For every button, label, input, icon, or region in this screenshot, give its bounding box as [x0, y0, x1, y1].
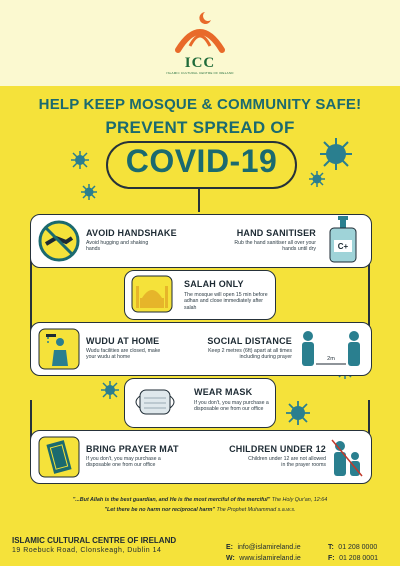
email-link[interactable]: info@islamireland.ie: [237, 544, 301, 551]
distance-badge: 2m: [327, 356, 335, 362]
hand-sanitiser-title: HAND SANITISER: [236, 228, 316, 238]
children-desc: Children under 12 are not allowed in the prayer rooms: [248, 456, 326, 469]
footer-fax: [328, 547, 378, 565]
logo-name: ICC: [184, 55, 216, 71]
email-label: E:: [226, 544, 233, 551]
quote-2-text: "Let there be no harm nor reciprocal harm": [104, 507, 215, 513]
footer-web: [226, 547, 301, 565]
avoid-handshake-desc: Avoid hugging and shaking hands: [86, 240, 149, 253]
sanitiser-bottle-icon: [326, 214, 360, 264]
quote-1: [0, 497, 400, 503]
avoid-handshake-title: AVOID HANDSHAKE: [86, 228, 177, 238]
tel-label: T:: [328, 544, 334, 551]
fax-label: F:: [328, 555, 335, 562]
headline: HELP KEEP MOSQUE & COMMUNITY SAFE!: [38, 96, 362, 113]
mosque-icon: [130, 274, 174, 314]
social-distance-icon: [298, 328, 364, 370]
virus-icon: [318, 136, 354, 172]
info-bar: [30, 214, 372, 268]
quote-1-source: The Holy Qur'an, 12:64: [271, 497, 328, 503]
quote-1-text: "...But Allah is the best guardian, and He is the most merciful of the merciful": [72, 497, 271, 503]
no-handshake-icon: [38, 220, 80, 262]
wear-mask-title: WEAR MASK: [194, 387, 253, 397]
svg-text:C+: C+: [337, 242, 349, 251]
tel-value: 01 208 0000: [338, 544, 378, 551]
virus-icon: [308, 170, 326, 188]
mask-icon: [130, 382, 180, 422]
virus-icon: [70, 150, 90, 170]
subheadline: PREVENT SPREAD OF: [105, 118, 295, 137]
covid-title: COVID-19: [125, 143, 278, 179]
quote-2: [0, 507, 400, 513]
web-label: W:: [226, 555, 235, 562]
prayer-mat-desc: If you don't, you may purchase a disposable one from our office: [86, 456, 161, 469]
fax-value: 01 208 0001: [339, 555, 378, 562]
quote-2-source: The Prophet Muhammad s.a.w.s.: [216, 507, 296, 513]
wudu-icon: [38, 328, 80, 370]
footer-org: ISLAMIC CULTURAL CENTRE OF IRELAND: [12, 536, 177, 545]
children-icon: [330, 438, 364, 478]
prayer-mat-icon: [38, 436, 80, 478]
virus-icon: [80, 183, 98, 201]
virus-icon: [285, 400, 311, 426]
salah-only-title: SALAH ONLY: [184, 279, 244, 289]
logo-subtitle: ISLAMIC CULTURAL CENTRE OF IRELAND: [166, 71, 234, 75]
hand-sanitiser-desc: Rub the hand sanitiser all over your hands until dry: [234, 240, 316, 253]
children-title: CHILDREN UNDER 12: [229, 444, 326, 454]
wudu-desc: Wudu facilities are closed, make your wudu at home: [86, 348, 161, 361]
web-link[interactable]: www.islamireland.ie: [239, 555, 301, 562]
wear-mask-desc: If you don't, you may purchase a disposable one from our office: [194, 400, 269, 413]
social-distance-title: SOCIAL DISTANCE: [207, 336, 292, 346]
connector-line: [198, 187, 200, 212]
wudu-title: WUDU AT HOME: [86, 336, 160, 346]
social-distance-desc: Keep 2 metres (6ft) apart at all times including during prayer: [208, 348, 292, 361]
virus-icon: [100, 380, 120, 400]
icc-logo-icon: [170, 6, 230, 56]
prayer-mat-title: BRING PRAYER MAT: [86, 444, 179, 454]
footer-address: 19 Roebuck Road, Clonskeagh, Dublin 14: [12, 547, 162, 554]
salah-only-desc: The mosque will open 15 min before adhan and close immediately after salah: [184, 292, 268, 311]
